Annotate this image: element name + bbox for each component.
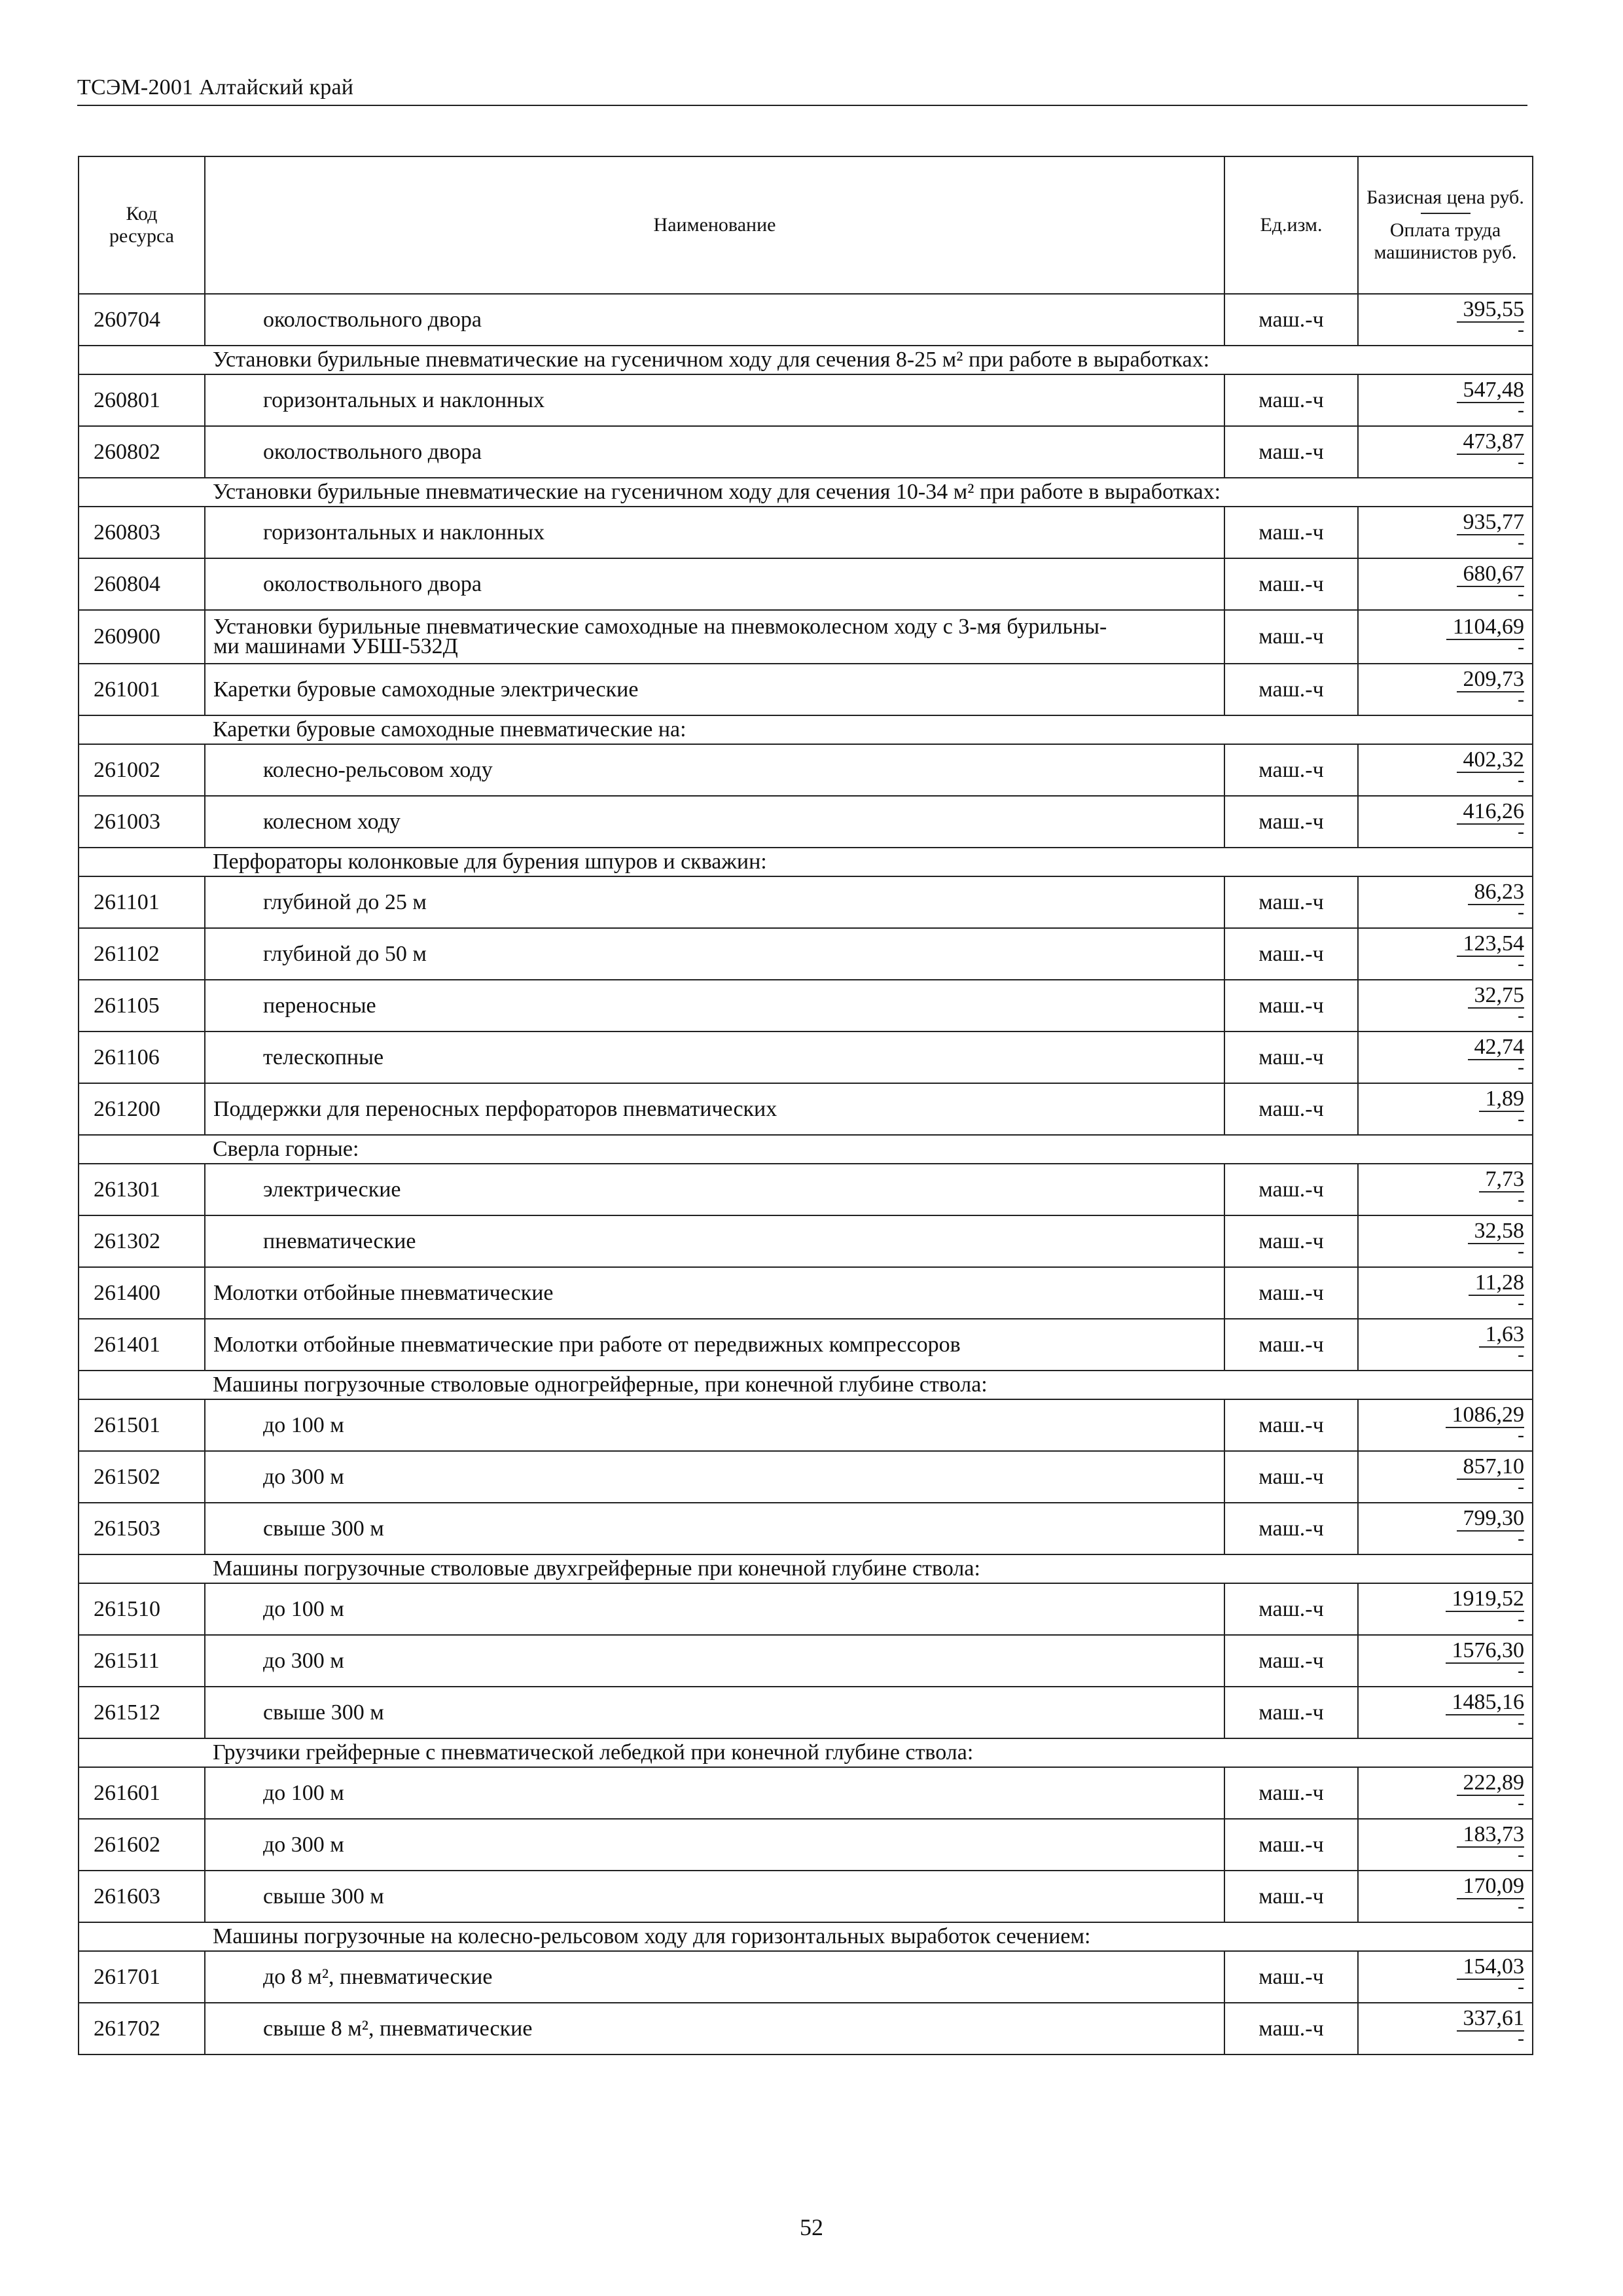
resource-code: 261511 <box>79 1635 205 1687</box>
price-fraction <box>1479 1322 1525 1365</box>
resource-name: Каретки буровые самоходные электрические <box>205 664 1224 715</box>
resource-name: свыше 300 м <box>205 1871 1224 1922</box>
price-fraction <box>1446 1638 1525 1681</box>
price-fraction <box>1457 429 1525 473</box>
price-fraction <box>1457 931 1525 975</box>
price-fraction <box>1457 1822 1525 1865</box>
table-row <box>79 1031 1533 1083</box>
unit-of-measure: маш.-ч <box>1224 1951 1358 2003</box>
operator-wage: - <box>1518 901 1524 923</box>
price-cell <box>1358 374 1533 426</box>
resource-code: 261512 <box>79 1687 205 1738</box>
table-row <box>79 294 1533 346</box>
table-header-row <box>79 156 1533 294</box>
resource-code: 260801 <box>79 374 205 426</box>
resource-name: Молотки отбойные пневматические <box>205 1267 1224 1319</box>
resource-code: 261301 <box>79 1164 205 1215</box>
table-row <box>79 1215 1533 1267</box>
unit-of-measure: маш.-ч <box>1224 507 1358 558</box>
resource-name: колесном ходу <box>205 796 1224 848</box>
price-fraction <box>1457 667 1525 710</box>
operator-wage: - <box>1518 583 1524 605</box>
table-row <box>79 796 1533 848</box>
price-fraction <box>1457 799 1525 842</box>
price-fraction <box>1457 378 1525 421</box>
resource-code: 260803 <box>79 507 205 558</box>
price-cell <box>1358 610 1533 664</box>
group-label: Машины погрузочные стволовые двухгрейферные при конечной глубине ствола: <box>79 1554 1533 1583</box>
table-group-row <box>79 1922 1533 1951</box>
base-price: 1104,69 <box>1446 615 1524 640</box>
price-cell <box>1358 876 1533 928</box>
price-fraction <box>1457 1506 1525 1549</box>
base-price: 1,89 <box>1479 1087 1525 1112</box>
price-fraction <box>1457 1770 1525 1814</box>
group-label: Каретки буровые самоходные пневматические на: <box>79 715 1533 744</box>
table-row <box>79 1083 1533 1135</box>
resource-name: колесно-рельсовом ходу <box>205 744 1224 796</box>
price-cell <box>1358 1687 1533 1738</box>
table-body <box>79 294 1533 2054</box>
resource-name-line: Установки бурильные пневматические самоходные на пневмоколесном ходу с 3-мя бурильны- <box>213 615 1107 639</box>
resource-code: 260802 <box>79 426 205 478</box>
price-fraction <box>1468 1219 1525 1262</box>
resource-code: 261003 <box>79 796 205 848</box>
table-row <box>79 1951 1533 2003</box>
base-price: 170,09 <box>1457 1874 1525 1899</box>
base-price: 416,26 <box>1457 800 1525 825</box>
operator-wage: - <box>1518 1424 1524 1446</box>
base-price: 1919,52 <box>1446 1587 1525 1612</box>
price-fraction <box>1468 983 1525 1026</box>
resource-code: 260804 <box>79 558 205 610</box>
price-cell <box>1358 507 1533 558</box>
base-price: 183,73 <box>1457 1823 1525 1848</box>
resource-name: глубиной до 50 м <box>205 928 1224 980</box>
table-row <box>79 558 1533 610</box>
group-label: Грузчики грейферные с пневматической лебедкой при конечной глубине ствола: <box>79 1738 1533 1767</box>
resource-code: 261603 <box>79 1871 205 1922</box>
unit-of-measure: маш.-ч <box>1224 1319 1358 1371</box>
price-fraction <box>1457 1954 1525 1998</box>
resource-name: до 300 м <box>205 1451 1224 1503</box>
unit-of-measure: маш.-ч <box>1224 1635 1358 1687</box>
table-group-row <box>79 478 1533 507</box>
price-cell <box>1358 1215 1533 1267</box>
resource-name: пневматические <box>205 1215 1224 1267</box>
price-cell <box>1358 1267 1533 1319</box>
price-cell <box>1358 1503 1533 1554</box>
resource-code: 261106 <box>79 1031 205 1083</box>
table-row <box>79 744 1533 796</box>
group-label: Машины погрузочные на колесно-рельсовом ходу для горизонтальных выработок сечением: <box>79 1922 1533 1951</box>
unit-of-measure: маш.-ч <box>1224 928 1358 980</box>
base-price: 209,73 <box>1457 668 1525 692</box>
group-label: Установки бурильные пневматические на гусеничном ходу для сечения 8-25 м² при работе в выработках: <box>79 346 1533 374</box>
resource-code: 261200 <box>79 1083 205 1135</box>
price-table <box>78 156 1533 2055</box>
unit-of-measure: маш.-ч <box>1224 876 1358 928</box>
price-fraction <box>1457 1454 1525 1498</box>
resource-name: переносные <box>205 980 1224 1031</box>
unit-of-measure: маш.-ч <box>1224 2003 1358 2054</box>
base-price: 86,23 <box>1468 880 1525 905</box>
price-cell <box>1358 1583 1533 1635</box>
resource-code: 261302 <box>79 1215 205 1267</box>
price-cell <box>1358 1951 1533 2003</box>
unit-of-measure: маш.-ч <box>1224 610 1358 664</box>
header-rule <box>77 105 1527 106</box>
table-row <box>79 876 1533 928</box>
operator-wage: - <box>1518 1844 1524 1865</box>
price-cell <box>1358 1031 1533 1083</box>
base-price: 935,77 <box>1457 511 1525 535</box>
resource-name: околоствольного двора <box>205 294 1224 346</box>
operator-wage: - <box>1518 2028 1524 2049</box>
unit-of-measure: маш.-ч <box>1224 1164 1358 1215</box>
price-cell <box>1358 928 1533 980</box>
resource-code: 261510 <box>79 1583 205 1635</box>
price-fraction <box>1446 614 1524 658</box>
unit-of-measure: маш.-ч <box>1224 1083 1358 1135</box>
resource-name: до 300 м <box>205 1635 1224 1687</box>
table-group-row <box>79 1371 1533 1399</box>
resource-name: Поддержки для переносных перфораторов пневматических <box>205 1083 1224 1135</box>
resource-name: до 100 м <box>205 1767 1224 1819</box>
resource-name: телескопные <box>205 1031 1224 1083</box>
column-header-price <box>1358 156 1533 294</box>
resource-code: 260900 <box>79 610 205 664</box>
table-row <box>79 2003 1533 2054</box>
unit-of-measure: маш.-ч <box>1224 374 1358 426</box>
column-header-code: Код ресурса <box>79 156 205 294</box>
price-cell <box>1358 1164 1533 1215</box>
price-fraction <box>1457 562 1525 605</box>
table-row <box>79 1583 1533 1635</box>
base-price: 1485,16 <box>1446 1691 1525 1715</box>
resource-name: глубиной до 25 м <box>205 876 1224 928</box>
price-fraction <box>1468 880 1525 923</box>
resource-name: горизонтальных и наклонных <box>205 507 1224 558</box>
table-group-row <box>79 848 1533 876</box>
resource-name: околоствольного двора <box>205 426 1224 478</box>
price-fraction <box>1457 1874 1525 1917</box>
resource-code: 261400 <box>79 1267 205 1319</box>
price-fraction <box>1446 1587 1525 1630</box>
base-price: 395,55 <box>1457 298 1525 323</box>
price-header-divider <box>1421 213 1471 214</box>
group-label: Установки бурильные пневматические на гусеничном ходу для сечения 10-34 м² при работе в выработках: <box>79 478 1533 507</box>
resource-name: до 100 м <box>205 1399 1224 1451</box>
unit-of-measure: маш.-ч <box>1224 1687 1358 1738</box>
table-group-row <box>79 1135 1533 1164</box>
price-fraction <box>1446 1403 1525 1446</box>
resource-code: 261002 <box>79 744 205 796</box>
price-cell <box>1358 1399 1533 1451</box>
operator-wage: - <box>1518 1292 1524 1314</box>
price-cell <box>1358 294 1533 346</box>
price-cell <box>1358 1871 1533 1922</box>
unit-of-measure: маш.-ч <box>1224 294 1358 346</box>
resource-name <box>205 610 1224 664</box>
price-header-wage: Оплата труда машинистов руб. <box>1374 219 1517 263</box>
table-group-row <box>79 715 1533 744</box>
base-price: 680,67 <box>1457 562 1525 587</box>
operator-wage: - <box>1518 821 1524 842</box>
unit-of-measure: маш.-ч <box>1224 1267 1358 1319</box>
table-row <box>79 507 1533 558</box>
group-label: Перфораторы колонковые для бурения шпуров и скважин: <box>79 848 1533 876</box>
column-header-name: Наименование <box>205 156 1224 294</box>
operator-wage: - <box>1518 399 1524 421</box>
unit-of-measure: маш.-ч <box>1224 1451 1358 1503</box>
resource-name: Молотки отбойные пневматические при работе от передвижных компрессоров <box>205 1319 1224 1371</box>
group-label: Сверла горные: <box>79 1135 1533 1164</box>
table-row <box>79 610 1533 664</box>
table-group-row <box>79 346 1533 374</box>
price-fraction <box>1479 1167 1525 1210</box>
table-row <box>79 1164 1533 1215</box>
resource-code: 261602 <box>79 1819 205 1871</box>
price-fraction <box>1457 510 1525 553</box>
base-price: 1576,30 <box>1446 1639 1525 1664</box>
base-price: 799,30 <box>1457 1507 1525 1532</box>
table-row <box>79 1451 1533 1503</box>
base-price: 222,89 <box>1457 1771 1525 1796</box>
resource-code: 261501 <box>79 1399 205 1451</box>
price-fraction <box>1457 297 1525 340</box>
unit-of-measure: маш.-ч <box>1224 558 1358 610</box>
resource-name-line: ми машинами УБШ-532Д <box>213 634 458 658</box>
operator-wage: - <box>1518 1005 1524 1026</box>
base-price: 1,63 <box>1479 1323 1525 1348</box>
base-price: 32,58 <box>1468 1219 1525 1244</box>
base-price: 547,48 <box>1457 378 1525 403</box>
price-fraction <box>1468 1035 1525 1078</box>
page-number: 52 <box>800 2214 823 2240</box>
unit-of-measure: маш.-ч <box>1224 796 1358 848</box>
table-row <box>79 1819 1533 1871</box>
unit-of-measure: маш.-ч <box>1224 744 1358 796</box>
resource-code: 261102 <box>79 928 205 980</box>
price-cell <box>1358 744 1533 796</box>
unit-of-measure: маш.-ч <box>1224 980 1358 1031</box>
operator-wage: - <box>1518 319 1524 340</box>
unit-of-measure: маш.-ч <box>1224 1215 1358 1267</box>
price-cell <box>1358 1319 1533 1371</box>
table-row <box>79 1267 1533 1319</box>
base-price: 7,73 <box>1479 1168 1525 1193</box>
page-header-title: ТСЭМ-2001 Алтайский край <box>77 75 354 99</box>
base-price: 42,74 <box>1468 1035 1525 1060</box>
table-row <box>79 1871 1533 1922</box>
table-row <box>79 426 1533 478</box>
resource-code: 261001 <box>79 664 205 715</box>
table-row <box>79 1399 1533 1451</box>
base-price: 154,03 <box>1457 1955 1525 1980</box>
table-row <box>79 1503 1533 1554</box>
resource-name: околоствольного двора <box>205 558 1224 610</box>
resource-code: 261702 <box>79 2003 205 2054</box>
operator-wage: - <box>1518 689 1524 710</box>
price-cell <box>1358 1083 1533 1135</box>
unit-of-measure: маш.-ч <box>1224 1767 1358 1819</box>
unit-of-measure: маш.-ч <box>1224 1031 1358 1083</box>
resource-name: до 8 м², пневматические <box>205 1951 1224 2003</box>
resource-name: свыше 300 м <box>205 1687 1224 1738</box>
unit-of-measure: маш.-ч <box>1224 1399 1358 1451</box>
base-price: 11,28 <box>1469 1271 1524 1296</box>
price-cell <box>1358 1635 1533 1687</box>
base-price: 473,87 <box>1457 430 1525 455</box>
unit-of-measure: маш.-ч <box>1224 1819 1358 1871</box>
price-fraction <box>1479 1086 1525 1130</box>
price-cell <box>1358 1819 1533 1871</box>
resource-code: 261401 <box>79 1319 205 1371</box>
resource-code: 260704 <box>79 294 205 346</box>
operator-wage: - <box>1518 1712 1524 1733</box>
table-row <box>79 374 1533 426</box>
operator-wage: - <box>1518 1108 1524 1130</box>
operator-wage: - <box>1518 636 1524 658</box>
group-label: Машины погрузочные стволовые одногрейферные, при конечной глубине ствола: <box>79 1371 1533 1399</box>
base-price: 123,54 <box>1457 932 1525 957</box>
table-row <box>79 1319 1533 1371</box>
operator-wage: - <box>1518 769 1524 791</box>
unit-of-measure: маш.-ч <box>1224 426 1358 478</box>
table-row <box>79 980 1533 1031</box>
operator-wage: - <box>1518 1344 1524 1365</box>
operator-wage: - <box>1518 1660 1524 1681</box>
price-fraction <box>1457 747 1525 791</box>
operator-wage: - <box>1518 1608 1524 1630</box>
operator-wage: - <box>1518 531 1524 553</box>
base-price: 1086,29 <box>1446 1403 1525 1428</box>
resource-code: 261601 <box>79 1767 205 1819</box>
price-cell <box>1358 558 1533 610</box>
resource-code: 261701 <box>79 1951 205 2003</box>
price-cell <box>1358 664 1533 715</box>
column-header-unit: Ед.изм. <box>1224 156 1358 294</box>
operator-wage: - <box>1518 1528 1524 1549</box>
base-price: 402,32 <box>1457 748 1525 773</box>
operator-wage: - <box>1518 1056 1524 1078</box>
resource-name: свыше 8 м², пневматические <box>205 2003 1224 2054</box>
operator-wage: - <box>1518 451 1524 473</box>
price-cell <box>1358 2003 1533 2054</box>
unit-of-measure: маш.-ч <box>1224 664 1358 715</box>
resource-name: электрические <box>205 1164 1224 1215</box>
table-row <box>79 928 1533 980</box>
base-price: 32,75 <box>1468 984 1525 1009</box>
table-group-row <box>79 1554 1533 1583</box>
table-row <box>79 664 1533 715</box>
table-row <box>79 1767 1533 1819</box>
price-cell <box>1358 796 1533 848</box>
operator-wage: - <box>1518 1476 1524 1498</box>
table-group-row <box>79 1738 1533 1767</box>
unit-of-measure: маш.-ч <box>1224 1503 1358 1554</box>
resource-code: 261502 <box>79 1451 205 1503</box>
resource-code: 261503 <box>79 1503 205 1554</box>
unit-of-measure: маш.-ч <box>1224 1871 1358 1922</box>
table-row <box>79 1635 1533 1687</box>
operator-wage: - <box>1518 1976 1524 1998</box>
operator-wage: - <box>1518 953 1524 975</box>
price-cell <box>1358 1767 1533 1819</box>
resource-name: до 300 м <box>205 1819 1224 1871</box>
resource-code: 261101 <box>79 876 205 928</box>
price-cell <box>1358 980 1533 1031</box>
price-fraction <box>1469 1270 1524 1314</box>
price-cell <box>1358 426 1533 478</box>
operator-wage: - <box>1518 1189 1524 1210</box>
price-fraction <box>1446 1690 1525 1733</box>
resource-code: 261105 <box>79 980 205 1031</box>
price-fraction <box>1457 2006 1525 2049</box>
operator-wage: - <box>1518 1895 1524 1917</box>
resource-name: горизонтальных и наклонных <box>205 374 1224 426</box>
operator-wage: - <box>1518 1792 1524 1814</box>
resource-name: до 100 м <box>205 1583 1224 1635</box>
unit-of-measure: маш.-ч <box>1224 1583 1358 1635</box>
resource-name: свыше 300 м <box>205 1503 1224 1554</box>
price-header-base: Базисная цена руб. <box>1366 187 1524 208</box>
base-price: 337,61 <box>1457 2007 1525 2032</box>
base-price: 857,10 <box>1457 1455 1525 1480</box>
table-row <box>79 1687 1533 1738</box>
operator-wage: - <box>1518 1240 1524 1262</box>
price-cell <box>1358 1451 1533 1503</box>
